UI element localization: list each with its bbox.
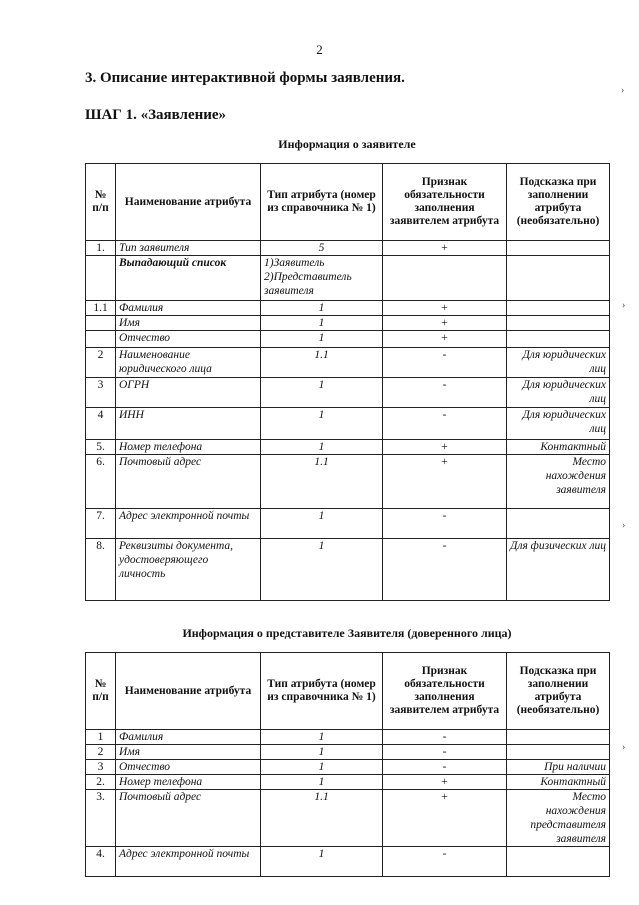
table-row [86,241,610,256]
row-number-cell: 1 [86,730,116,745]
header-attribute-name: Наименование атрибута [116,653,261,730]
table-row [86,775,610,790]
scan-mark: › [622,300,626,311]
attribute-name-cell: Адрес электронной почты [116,509,261,539]
hint-cell: Для юридических лиц [507,408,610,440]
hint-cell: Для юридических лиц [507,348,610,378]
required-flag-cell: + [383,790,507,847]
attribute-name-cell: ОГРН [116,378,261,408]
required-flag-cell: + [383,316,507,331]
row-number-cell: 7. [86,509,116,539]
required-flag-cell: - [383,745,507,760]
attribute-type-cell: 1.1 [261,790,383,847]
applicant-attributes-table [85,163,610,601]
hint-cell: Место нахождения представителя заявителя [507,790,610,847]
table-row [86,348,610,378]
hint-cell: Место нахождения заявителя [507,455,610,509]
row-number-cell: 1. [86,241,116,256]
row-number-cell: 5. [86,440,116,455]
required-flag-cell: - [383,408,507,440]
hint-cell [507,316,610,331]
header-attribute-type: Тип атрибута (номер из справочника № 1) [261,164,383,241]
step-title: ШАГ 1. «Заявление» [85,107,227,123]
hint-cell [507,301,610,316]
hint-cell: Для юридических лиц [507,378,610,408]
row-number-cell: 2 [86,348,116,378]
hint-cell [507,509,610,539]
attribute-name-cell: Тип заявителя [116,241,261,256]
hint-cell [507,847,610,877]
attribute-name-cell: Наименование юридического лица [116,348,261,378]
attribute-type-cell: 1 [261,847,383,877]
required-flag-cell: - [383,847,507,877]
table-row [86,509,610,539]
representative-table-caption: Информация о представителе Заявителя (доверенного лица) [182,626,512,640]
table-row [86,440,610,455]
header-number: № п/п [86,653,116,730]
required-flag-cell [383,256,507,301]
attribute-type-cell: 1 [261,440,383,455]
attribute-type-cell: 1 [261,539,383,601]
required-flag-cell: - [383,378,507,408]
attribute-type-cell: 1 [261,730,383,745]
page-number: 2 [316,42,323,57]
required-flag-cell: + [383,241,507,256]
attribute-name-cell: Имя [116,745,261,760]
header-attribute-name: Наименование атрибута [116,164,261,241]
row-number-cell: 1.1 [86,301,116,316]
hint-cell: Для физических лиц [507,539,610,601]
attribute-name-cell: Фамилия [116,301,261,316]
row-number-cell: 2 [86,745,116,760]
row-number-cell [86,316,116,331]
attribute-type-cell: 1 [261,408,383,440]
row-number-cell: 6. [86,455,116,509]
applicant-table-caption: Информация о заявителе [278,137,416,151]
attribute-type-cell: 1 [261,331,383,348]
table-row [86,316,610,331]
table-row [86,847,610,877]
header-hint: Подсказка при заполнении атрибута (необязательно) [507,164,610,241]
required-flag-cell: + [383,775,507,790]
table-row [86,539,610,601]
attribute-type-cell: 1 [261,745,383,760]
table-row [86,301,610,316]
hint-cell: При наличии [507,760,610,775]
attribute-name-cell: ИНН [116,408,261,440]
table-row [86,408,610,440]
scan-mark: › [622,520,626,531]
table-row [86,331,610,348]
attribute-name-cell: Реквизиты документа, удостоверяющего личность [116,539,261,601]
header-attribute-type: Тип атрибута (номер из справочника № 1) [261,653,383,730]
attribute-name-cell: Отчество [116,760,261,775]
attribute-name-cell: Имя [116,316,261,331]
row-number-cell: 3 [86,760,116,775]
hint-cell [507,331,610,348]
attribute-name-cell: Выпадающий список [116,256,261,301]
table-row [86,256,610,301]
table-header-row [86,653,610,730]
row-number-cell [86,256,116,301]
attribute-name-cell: Номер телефона [116,440,261,455]
attribute-name-cell: Отчество [116,331,261,348]
table-row [86,378,610,408]
row-number-cell: 4 [86,408,116,440]
required-flag-cell: - [383,539,507,601]
row-number-cell: 3. [86,790,116,847]
required-flag-cell: + [383,440,507,455]
required-flag-cell: + [383,301,507,316]
hint-cell [507,241,610,256]
required-flag-cell: + [383,455,507,509]
attribute-name-cell: Почтовый адрес [116,455,261,509]
hint-cell [507,745,610,760]
attribute-name-cell: Почтовый адрес [116,790,261,847]
attribute-name-cell: Фамилия [116,730,261,745]
row-number-cell [86,331,116,348]
row-number-cell: 8. [86,539,116,601]
section-title: 3. Описание интерактивной формы заявления. [85,70,405,86]
attribute-type-cell: 1 [261,316,383,331]
required-flag-cell: + [383,331,507,348]
attribute-type-cell: 1 [261,775,383,790]
attribute-name-cell: Номер телефона [116,775,261,790]
hint-cell [507,256,610,301]
header-number: № п/п [86,164,116,241]
representative-attributes-table [85,652,610,877]
hint-cell: Контактный [507,440,610,455]
required-flag-cell: - [383,348,507,378]
row-number-cell: 3 [86,378,116,408]
header-required-flag: Признак обязательности заполнения заявителем атрибута [383,164,507,241]
attribute-type-cell: 5 [261,241,383,256]
row-number-cell: 4. [86,847,116,877]
attribute-type-cell: 1)Заявитель 2)Представитель заявителя [261,256,383,301]
table-row [86,760,610,775]
required-flag-cell: - [383,760,507,775]
attribute-name-cell: Адрес электронной почты [116,847,261,877]
scan-mark: › [621,85,625,96]
attribute-type-cell: 1.1 [261,455,383,509]
required-flag-cell: - [383,730,507,745]
table-row [86,745,610,760]
attribute-type-cell: 1 [261,760,383,775]
table-row [86,455,610,509]
required-flag-cell: - [383,509,507,539]
scan-mark: › [622,742,626,753]
attribute-type-cell: 1 [261,509,383,539]
hint-cell [507,730,610,745]
attribute-type-cell: 1.1 [261,348,383,378]
hint-cell: Контактный [507,775,610,790]
attribute-type-cell: 1 [261,301,383,316]
table-row [86,730,610,745]
header-required-flag: Признак обязательности заполнения заявителем атрибута [383,653,507,730]
table-header-row [86,164,610,241]
attribute-type-cell: 1 [261,378,383,408]
row-number-cell: 2. [86,775,116,790]
table-row [86,790,610,847]
header-hint: Подсказка при заполнении атрибута (необязательно) [507,653,610,730]
